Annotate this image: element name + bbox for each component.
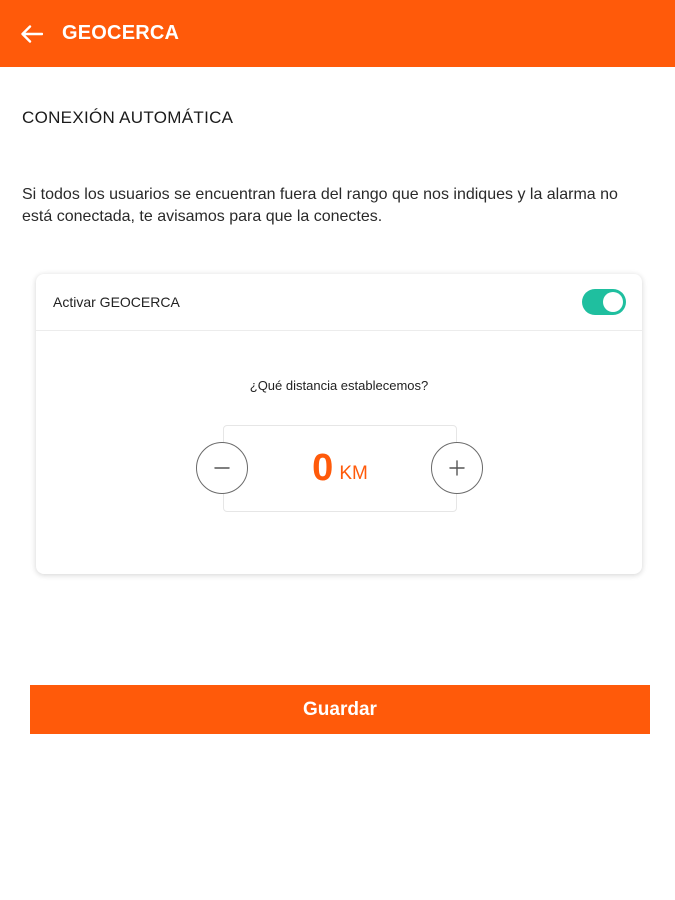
decrease-distance-button[interactable] [196,442,248,494]
toggle-knob [603,292,623,312]
section-description: Si todos los usuarios se encuentran fuera del rango que nos indiques y la alarma no está conectada, te avisamos para que la conectes. [22,186,618,225]
section-title: CONEXIÓN AUTOMÁTICA [22,108,234,127]
app-bar [0,0,675,67]
geofence-card [36,274,642,574]
distance-value: 0 [312,447,334,489]
minus-icon [212,458,232,478]
back-button[interactable] [0,0,64,67]
geofence-toggle-label: Activar GEOCERCA [53,294,180,310]
page-title: GEOCERCA [62,22,180,44]
distance-question: ¿Qué distancia establecemos? [249,378,429,393]
geofence-toggle-row [36,274,642,331]
increase-distance-button[interactable] [431,442,483,494]
plus-icon [447,458,467,478]
distance-display [223,425,457,512]
arrow-left-icon [21,25,43,43]
geofence-toggle[interactable] [582,289,626,315]
save-button[interactable]: Guardar [30,685,650,734]
distance-unit: KM [339,462,368,484]
